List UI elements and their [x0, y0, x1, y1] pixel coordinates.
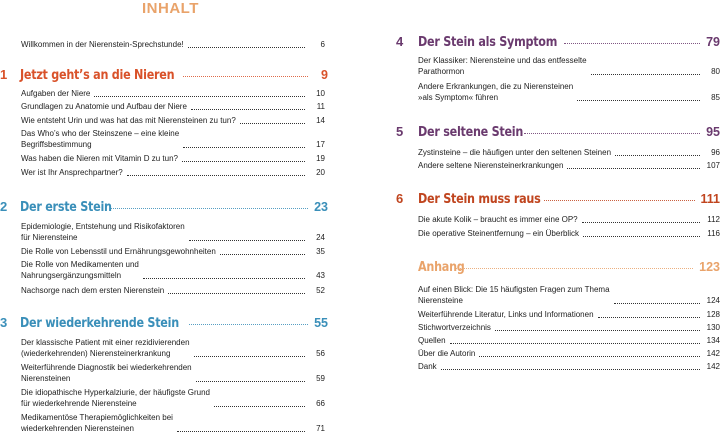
chapter-page: 79	[706, 35, 720, 49]
entry-page: 14	[316, 116, 325, 125]
dot-leader	[191, 109, 305, 110]
toc-entry[interactable]	[418, 160, 720, 171]
dot-leader	[188, 47, 305, 48]
toc-entry[interactable]	[21, 153, 325, 164]
chapter-number: 2	[0, 199, 8, 214]
toc-entry[interactable]	[21, 101, 325, 112]
chapter-number: 4	[396, 34, 404, 49]
chapter-title: Der Stein muss raus	[418, 192, 541, 207]
entry-text: Stichwortverzeichnis	[418, 323, 491, 332]
entry-text: Epidemiologie, Entstehung und Risikofaktoren für Nierensteine	[21, 222, 185, 242]
toc-entry[interactable]	[418, 361, 720, 372]
toc-entry[interactable]	[418, 81, 720, 103]
dot-leader	[479, 356, 700, 357]
entry-text: Andere seltene Nierensteinerkrankungen	[418, 161, 564, 170]
toc-entry[interactable]	[418, 309, 720, 320]
entry-text: Wie entsteht Urin und was hat das mit Nierensteinen zu tun?	[21, 116, 236, 125]
toc-entry[interactable]	[418, 228, 720, 239]
chapter-1-heading[interactable]	[0, 67, 328, 83]
appendix-heading[interactable]	[418, 260, 720, 276]
entry-page: 52	[316, 286, 325, 295]
entry-text: Auf einen Blick: Die 15 häufigsten Fragen zum Thema Nierensteine	[418, 285, 610, 305]
dot-leader	[564, 43, 700, 44]
dot-leader	[240, 123, 305, 124]
dot-leader	[615, 155, 700, 156]
dot-leader	[168, 293, 305, 294]
dot-leader	[583, 236, 700, 237]
chapter-2-heading[interactable]	[0, 199, 328, 215]
dot-leader	[577, 100, 700, 101]
dot-leader	[183, 76, 308, 77]
toc-entry-intro[interactable]	[21, 39, 325, 50]
entry-page: 124	[706, 296, 720, 305]
toc-entry[interactable]	[418, 284, 720, 306]
dot-leader	[94, 96, 305, 97]
entry-page: 59	[316, 374, 325, 383]
dot-leader	[598, 317, 700, 318]
toc-entry[interactable]	[21, 128, 325, 150]
chapter-page: 95	[706, 125, 720, 139]
toc-entry[interactable]	[21, 88, 325, 99]
dot-leader	[182, 161, 305, 162]
dot-leader	[183, 147, 305, 148]
toc-entry[interactable]	[418, 55, 720, 77]
entry-page: 80	[711, 67, 720, 76]
chapter-3-heading[interactable]	[0, 315, 328, 331]
dot-leader	[194, 356, 305, 357]
toc-entry[interactable]	[418, 147, 720, 158]
entry-page: 6	[320, 40, 325, 49]
dot-leader	[111, 208, 308, 209]
chapter-title: Anhang	[418, 260, 465, 275]
entry-page: 43	[316, 271, 325, 280]
dot-leader	[567, 168, 700, 169]
entry-text: Quellen	[418, 336, 446, 345]
chapter-4-heading[interactable]	[396, 34, 720, 50]
dot-leader	[441, 369, 700, 370]
chapter-number: 6	[396, 191, 404, 206]
dot-leader	[143, 278, 305, 279]
entry-page: 20	[316, 168, 325, 177]
chapter-title: Der Stein als Symptom	[418, 35, 558, 50]
entry-text: Der klassische Patient mit einer rezidivierenden (wiederkehrenden) Nierensteinerkrankung	[21, 338, 190, 358]
chapter-number: 1	[0, 67, 8, 82]
entry-page: 112	[707, 215, 720, 224]
entry-text: Die akute Kolik – braucht es immer eine OP?	[418, 215, 578, 224]
entry-page: 134	[706, 336, 720, 345]
entry-text: Die Rolle von Medikamenten und Nahrungsergänzungsmitteln	[21, 260, 139, 280]
toc-entry[interactable]	[21, 115, 325, 126]
entry-text: Die idiopathische Hyperkalziurie, der häufigste Grund für wiederkehrende Nierensteine	[21, 388, 210, 408]
toc-entry[interactable]	[21, 221, 325, 243]
dot-leader	[524, 133, 700, 134]
chapter-number: 5	[396, 124, 404, 139]
dot-leader	[591, 74, 700, 75]
entry-page: 17	[316, 140, 325, 149]
entry-page: 24	[316, 233, 325, 242]
entry-text: Zystinsteine – die häufigen unter den seltenen Steinen	[418, 148, 612, 157]
entry-page: 142	[706, 349, 720, 358]
chapter-page: 123	[699, 260, 720, 274]
dot-leader	[189, 240, 305, 241]
toc-entry[interactable]	[418, 322, 720, 333]
toc-entry[interactable]	[21, 337, 325, 359]
dot-leader	[127, 175, 305, 176]
entry-page: 11	[316, 102, 325, 111]
entry-page: 66	[316, 399, 325, 408]
chapter-page: 111	[700, 192, 720, 206]
entry-text: Nachsorge nach dem ersten Nierenstein	[21, 286, 165, 295]
entry-page: 107	[706, 161, 720, 170]
toc-entry[interactable]	[21, 259, 325, 281]
entry-text: Der Klassiker: Nierensteine und das entfesselte Parathormon	[418, 56, 587, 76]
chapter-title: Der erste Stein	[20, 200, 112, 215]
entry-text: Über die Autorin	[418, 349, 476, 358]
chapter-6-heading[interactable]	[396, 191, 720, 207]
toc-entry[interactable]	[418, 348, 720, 359]
toc-entry[interactable]	[21, 412, 325, 434]
entry-text: Wer ist Ihr Ansprechpartner?	[21, 168, 123, 177]
entry-text: Weiterführende Literatur, Links und Informationen	[418, 310, 594, 319]
dot-leader	[189, 324, 308, 325]
dot-leader	[614, 303, 700, 304]
entry-text: Grundlagen zu Anatomie und Aufbau der Niere	[21, 102, 187, 111]
toc-entry[interactable]	[21, 285, 325, 296]
dot-leader	[495, 330, 700, 331]
chapter-title: Der wiederkehrende Stein	[20, 316, 179, 331]
entry-text: Die operative Steinentfernung – ein Überblick	[418, 229, 579, 238]
entry-text: Das Who’s who der Steinszene – eine kleine Begriffsbestimmung	[21, 129, 180, 149]
toc-entry[interactable]	[21, 167, 325, 178]
chapter-page: 55	[314, 316, 328, 330]
dot-leader	[582, 222, 700, 223]
entry-text: Aufgaben der Niere	[21, 89, 91, 98]
entry-text: Medikamentöse Therapiemöglichkeiten bei wiederkehrenden Nierensteinen	[21, 413, 173, 433]
page-title: INHALT	[142, 0, 199, 17]
entry-page: 35	[316, 247, 325, 256]
entry-page: 96	[711, 148, 720, 157]
entry-page: 142	[706, 362, 720, 371]
dot-leader	[456, 268, 693, 269]
dot-leader	[544, 200, 694, 201]
entry-text: Andere Erkrankungen, die zu Nierensteinen »als Symptom« führen	[418, 82, 574, 102]
chapter-number: 3	[0, 315, 8, 330]
chapter-5-heading[interactable]	[396, 124, 720, 140]
chapter-page: 23	[314, 200, 328, 214]
dot-leader	[214, 406, 305, 407]
toc-entry[interactable]	[418, 214, 720, 225]
dot-leader	[177, 431, 305, 432]
toc-entry[interactable]	[21, 246, 325, 257]
entry-page: 128	[706, 310, 720, 319]
entry-page: 19	[316, 154, 325, 163]
chapter-title: Der seltene Stein	[418, 125, 524, 140]
entry-text: Was haben die Nieren mit Vitamin D zu tun?	[21, 154, 178, 163]
entry-page: 71	[316, 424, 325, 433]
entry-page: 10	[316, 89, 325, 98]
entry-text: Dank	[418, 362, 437, 371]
entry-text: Die Rolle von Lebensstil und Ernährungsgewohnheiten	[21, 247, 216, 256]
dot-leader	[450, 343, 700, 344]
entry-page: 116	[707, 229, 720, 238]
chapter-page: 9	[321, 68, 328, 82]
toc-entry[interactable]	[21, 387, 325, 409]
entry-page: 130	[706, 323, 720, 332]
dot-leader	[220, 254, 305, 255]
toc-entry[interactable]	[418, 335, 720, 346]
entry-text: Weiterführende Diagnostik bei wiederkehrenden Nierensteinen	[21, 363, 192, 383]
chapter-title: Jetzt geht’s an die Nieren	[20, 68, 175, 83]
toc-entry[interactable]	[21, 362, 325, 384]
entry-page: 56	[316, 349, 325, 358]
entry-page: 85	[711, 93, 720, 102]
entry-text: Willkommen in der Nierenstein-Sprechstunde!	[21, 40, 184, 49]
dot-leader	[196, 381, 305, 382]
